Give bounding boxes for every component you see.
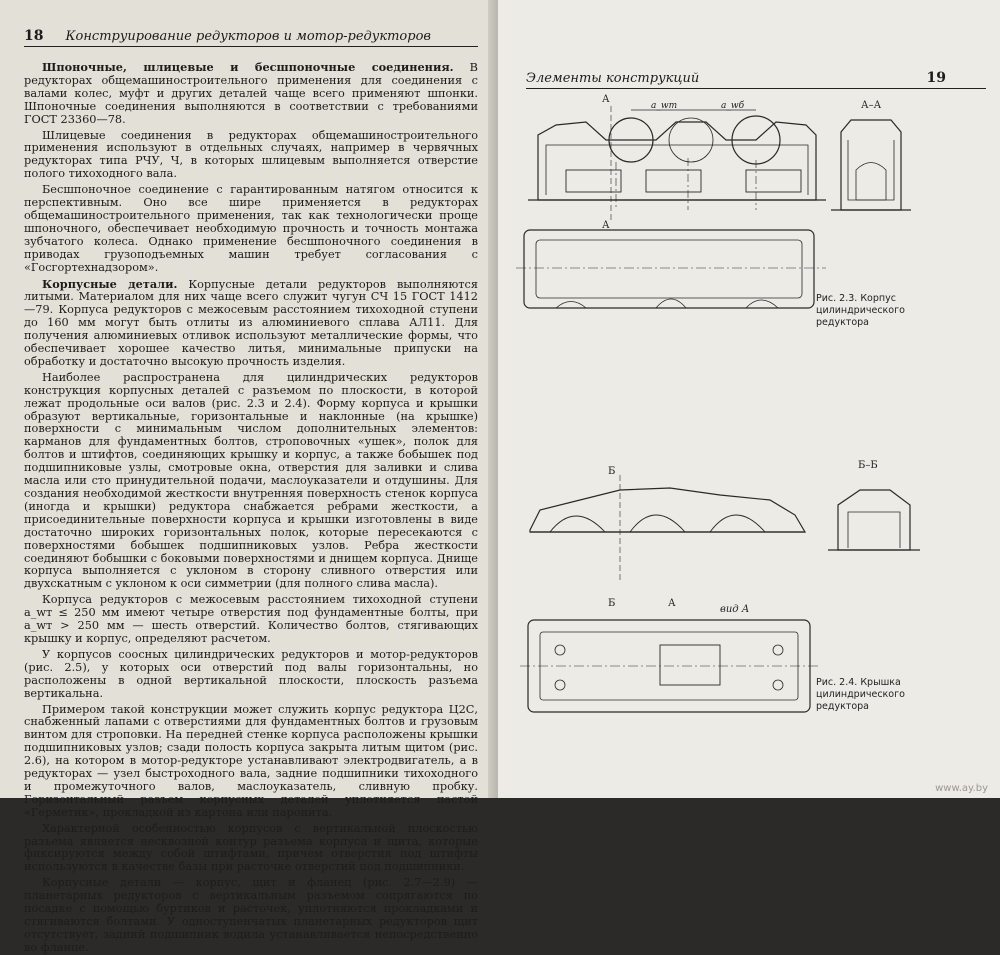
cut-mark-b-bottom: Б — [608, 598, 616, 609]
paragraph-text: Наиболее распространена для цилиндрических редукторов конструкция корпусных деталей с разъемом по плоскости, в которой лежат продольные оси валов (рис. 2.3 и 2.4). Форму корпуса и крышки образуют вертикальные, горизонтальные и наклонные (на крышке) поверхности с минимальным числом дополнительных элементов: карманов для фундаментных болтов, строповочных «ушек», полок для болтов и штифтов, соединяющих крышку и корпус, а также бобышек под подшипниковые узлы, смотровые окна, отверстия для заливки и слива масла или сто принудительной подачи, маслоуказатели и отдушины. Для создания необходимой жесткости внутренняя поверхность стенок корпуса (иногда и крышки) редуктора снабжается ребрами жесткости, а присоединительные поверхности корпуса и крышки изготовлены в виде достаточно широких горизонтальных полок, которые пересекаются с поверхностями бобышек подшипниковых узлов. Ребра жесткости соединяют бобышки с боковыми поверхностями и днищем корпуса. Днище корпуса выполняется с уклоном в сторону сливного отверстия или двухскатным с уклоном к оси симметрии (для полного слива масла). — [24, 370, 478, 591]
left-page-number: 18 — [24, 28, 44, 44]
section-b-b-label: Б–Б — [858, 460, 878, 471]
left-page — [0, 0, 498, 954]
paragraph — [24, 877, 478, 954]
figure-2-3-caption: Рис. 2.3. Корпус цилиндрического редуктора — [816, 293, 905, 328]
paragraph-text: В редукторах общемашиностроительного применения для соединения с валами колес, муфт и других деталей чаще всего применяют шпонки. Шпоночные соединения выполняются в соответствии с требованиями ГОСТ 23360—78. — [24, 61, 478, 126]
paragraph — [24, 594, 478, 646]
paragraph — [24, 372, 478, 591]
paragraph-text: Шлицевые соединения в редукторах общемашиностроительного применения используют в отдельных случаях, например в червячных редукторах типа РЧУ, Ч, в которых шлицевым выполняется отверстие полого тихоходного вала. — [24, 128, 478, 181]
left-running-title: Конструирование редукторов и мотор-редукторов — [65, 29, 431, 44]
paragraph — [24, 130, 478, 182]
left-running-header — [24, 28, 478, 47]
dim-awt-label: a_wт — [651, 101, 678, 111]
cut-mark-a-view: А — [668, 598, 676, 609]
watermark-text: www.ay.by — [935, 783, 988, 794]
figure-2-4-caption: Рис. 2.4. Крышка цилиндрического редуктора — [816, 677, 905, 712]
paragraph-text: Примером такой конструкции может служить корпус редуктора Ц2С, снабженный лапами с отверстиями для фундаментных болтов и грузовым винтом для строповки. На передней стенке корпуса расположены крышки подшипниковых узлов; сзади полость корпуса закрыта литым щитом (рис. 2.6), на котором в мотор-редукторе устанавливают электродвигатель, а в редукторах — узел быстроходного вала, задние подшипники тихоходного и промежуточного валов, маслоуказатель, сливную пробку. Горизонтальный разъем корпусных деталей уплотняется пастой «Герметик», прокладкой из картона или паронита. — [24, 702, 478, 819]
paragraph-lead: Корпусные детали. — [42, 276, 178, 291]
paragraph-text: Корпусные детали редукторов выполняются литыми. Материалом для них чаще всего служит чугун СЧ 15 ГОСТ 1412—79. Корпуса редукторов с межосевым расстоянием тихоходной ступени до 160 мм могут быть отлиты из алюминиевого сплава АЛ11. Для получения алюминиевых отливок используют металлические формы, что обеспечивает хорошее качество литья, минимальные припуски на обработку и достаточно высокую прочность изделия. — [24, 277, 478, 368]
paragraph-text: Корпуса редукторов с межосевым расстоянием тихоходной ступени a_wт ≤ 250 мм имеют четыре отверстия под фундаментные болты, при a_wт > 250 мм — шесть отверстий. Количество болтов, стягивающих крышку и корпус, определяют расчетом. — [24, 593, 478, 645]
paragraph — [24, 184, 478, 274]
paragraph-lead: Шпоночные, шлицевые и бесшпоночные соединения. — [42, 60, 454, 74]
figure-housing-drawing — [516, 94, 966, 445]
paragraph-text: Бесшпоночное соединение с гарантированным натягом относится к перспективным. Оно все шире применяется в редукторах общемашиностроительного применения, так как технологически проще шпоночного, обеспечивает необходимую прочность и точность монтажа зубчатого колеса. Однако применение бесшпоночного соединения в приводах грузоподъемных машин требует согласования с «Госгортехнадзором». — [24, 183, 478, 274]
cut-mark-a-top: А — [602, 94, 610, 105]
cut-mark-b-top: Б — [608, 466, 616, 477]
paragraph — [24, 823, 478, 875]
view-a-label: вид А — [720, 604, 750, 615]
right-page-number: 19 — [926, 70, 946, 86]
paragraph — [24, 649, 478, 701]
paragraph — [24, 278, 478, 369]
paragraph-text: Корпусные детали — корпус, щит и фланец (рис. 2.7—2.9) — планетарных редукторов с вертикальным разъемом сопрягаются по посадке с помощью буртиков и расточек, уплотняются прокладками и стягиваются болтами. У одноступенчатых планетарных редукторов щит отсутствует, задний подшипник водила устанавливается непосредственно во фланце. — [24, 876, 478, 954]
dim-awb-label: a_wб — [721, 101, 745, 111]
right-running-header — [526, 70, 986, 89]
section-a-a-label: А–А — [861, 100, 882, 111]
paragraph-text: Характерной особенностью корпусов с вертикальной плоскостью разъема является несквозной контур разъема корпуса и щита, которые фиксируются между собой штифтами, причем отверстия под штифты используются в качестве базы при расточке отверстий под подшипники. — [24, 821, 478, 874]
paragraph-text: У корпусов соосных цилиндрических редукторов и мотор-редукторов (рис. 2.5), у которых оси отверстий под валы горизонтальны, но расположены в одной вертикальной плоскости, плоскость разъема вертикальна. — [24, 647, 478, 700]
left-body-text — [24, 61, 478, 955]
right-running-title: Элементы конструкций — [526, 71, 700, 86]
cut-mark-a-bottom: А — [602, 220, 610, 231]
paragraph — [24, 61, 478, 127]
right-page — [498, 0, 1000, 798]
paragraph — [24, 704, 478, 820]
